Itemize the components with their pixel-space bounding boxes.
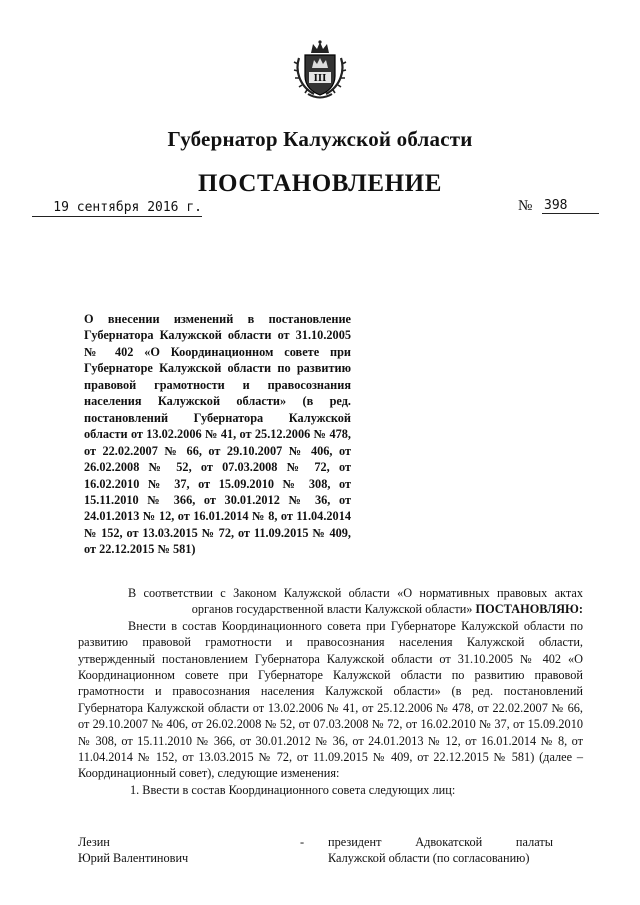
document-type-heading: ПОСТАНОВЛЕНИЕ bbox=[197, 170, 443, 197]
member-dash: - bbox=[300, 835, 305, 849]
emblem-letters: III bbox=[313, 74, 327, 84]
member-row bbox=[78, 834, 583, 874]
decree-word: ПОСТАНОВЛЯЮ: bbox=[475, 602, 583, 617]
intro-paragraph bbox=[78, 585, 583, 618]
item-1: 1. Ввести в состав Координационного совета следующих лиц: bbox=[130, 782, 456, 797]
org-title: Губернатор Калужской области bbox=[167, 127, 473, 151]
member-role-line-2: Калужской области (по согласованию) bbox=[328, 851, 530, 866]
kaluga-coat-of-arms-icon bbox=[290, 40, 350, 102]
main-paragraph: Внести в состав Координационного совета при Губернаторе Калужской области по развитию правовой грамотности и правосознания населения Калужской области, утвержденный постановлением Губернатора Калужской области от 31.10.2005 № 402 «О Координационном совете при Губернаторе Калужской области по развитию правовой грамотности и правосознания населения Калужской области» (в ред. постановлений Губернатора Калужской области от 13.02.2006 № 41, от 25.12.2006 № 478, от 22.02.2007 № 66, от 29.10.2007 № 406, от 26.02.2008 № 52, от 07.03.2008 № 72, от 16.02.2010 № 37, от 15.09.2010 № 308, от 15.11.2010 № 366, от 30.01.2012 № 36, от 24.01.2013 № 12, от 16.01.2014 № 8, от 11.04.2014 № 152, от 13.03.2015 № 72, от 11.09.2015 № 409, от 22.12.2015 № 581) (далее – Координационный совет), следующие изменения: bbox=[78, 618, 583, 781]
member-role bbox=[328, 834, 553, 867]
intro-text: В соответствии с Законом Калужской области «О нормативных правовых актах органов государственной власти Калужской области» bbox=[128, 586, 583, 617]
document-number: 398 bbox=[542, 198, 599, 214]
member-given-names: Юрий Валентинович bbox=[78, 851, 189, 866]
member-surname: Лезин bbox=[78, 835, 110, 849]
member-name bbox=[78, 834, 258, 867]
member-role-line-1: президент Адвокатской палаты bbox=[328, 835, 553, 849]
document-date: 19 сентября 2016 г. bbox=[32, 200, 202, 217]
document-number-label: № bbox=[518, 198, 533, 214]
document-subject: О внесении изменений в постановление Губернатора Калужской области от 31.10.2005 № 402 «О Координационном совете при Губернаторе Калужской области по развитию правовой грамотности и правосознания населения Калужской области» (в ред. постановлений Губернатора Калужской области от 13.02.2006 № 41, от 25.12.2006 № 478, от 22.02.2007 № 66, от 29.10.2007 № 406, от 26.02.2008 № 52, от 07.03.2008 № 72, от 16.02.2010 № 37, от 15.09.2010 № 308, от 15.11.2010 № 366, от 30.01.2012 № 36, от 24.01.2013 № 12, от 16.01.2014 № 8, от 11.04.2014 № 152, от 13.03.2015 № 72, от 11.09.2015 № 409, от 22.12.2015 № 581) bbox=[84, 312, 351, 557]
document-body bbox=[78, 585, 583, 798]
